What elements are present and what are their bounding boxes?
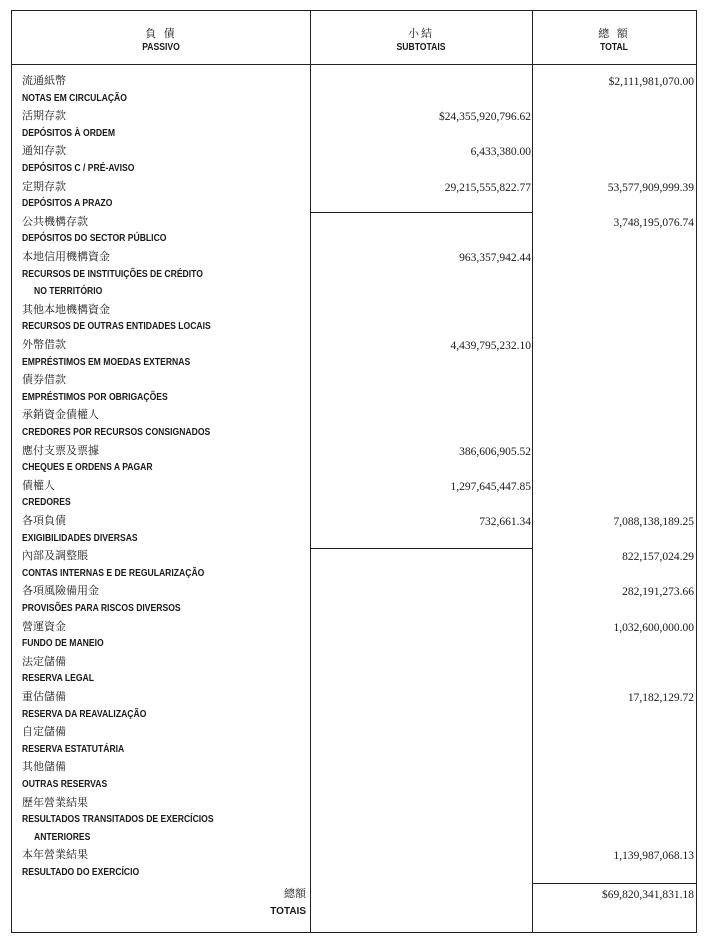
row-label-pt: EMPRÉSTIMOS POR OBRIGAÇÕES [22,392,168,403]
row-label-pt: RECURSOS DE OUTRAS ENTIDADES LOCAIS [22,321,211,332]
subtotal-group-rule-2 [310,548,532,549]
row-label-pt: DEPÓSITOS DO SECTOR PÚBLICO [22,233,167,244]
row-subtotal-value: 4,439,795,232.10 [450,340,531,352]
row-label-zh: 外幣借款 [22,338,66,351]
subtotal-group-rule-1 [310,212,532,213]
row-total-value: 1,139,987,068.13 [613,850,694,862]
row-label-zh: 債券借款 [22,373,66,386]
row-label-zh: 承銷資金債權人 [22,408,99,421]
row-label-pt: EMPRÉSTIMOS EM MOEDAS EXTERNAS [22,357,191,368]
row-label-zh: 各項風險備用金 [22,584,99,597]
header-total-zh: 總 額 [598,27,630,40]
totals-label-zh: 總額 [284,887,306,900]
row-label-pt: RESULTADOS TRANSITADOS DE EXERCÍCIOS [22,814,214,825]
header-rule [12,64,696,65]
row-label-zh: 其他本地機構資金 [22,303,110,316]
row-label-pt: CHEQUES E ORDENS A PAGAR [22,462,153,473]
row-label-pt: RESERVA LEGAL [22,673,94,684]
row-label-zh: 營運資金 [22,620,66,633]
header-subtotais-zh: 小結 [408,27,434,40]
balance-sheet-liabilities-table [11,10,697,933]
row-label-zh: 通知存款 [22,144,66,157]
row-subtotal-value: 963,357,942.44 [459,252,531,264]
row-subtotal-value: 386,606,905.52 [459,446,531,458]
row-label-zh: 內部及調整賬 [22,549,88,562]
row-label-zh: 歷年營業結果 [22,796,88,809]
row-label-zh: 本地信用機構資金 [22,250,110,263]
header-passivo-zh: 負 債 [145,27,177,40]
row-total-value: $2,111,981,070.00 [608,76,694,88]
row-label-pt: RESERVA ESTATUTÁRIA [22,744,125,755]
row-subtotal-value: 732,661.34 [479,516,531,528]
row-total-value: 282,191,273.66 [622,586,694,598]
row-label-pt: CONTAS INTERNAS E DE REGULARIZAÇÃO [22,568,205,579]
row-label-zh: 應付支票及票據 [22,444,99,457]
row-label-pt: OUTRAS RESERVAS [22,779,108,790]
row-label-pt: FUNDO DE MANEIO [22,638,104,649]
row-label-zh: 活期存款 [22,109,66,122]
header-passivo [12,27,310,55]
row-total-value: 7,088,138,189.25 [613,516,694,528]
row-label-pt: RECURSOS DE INSTITUIÇÕES DE CRÉDITO [22,269,203,280]
header-subtotais-pt: SUBTOTAIS [396,42,446,53]
header-passivo-pt: PASSIVO [142,42,180,53]
row-label-pt-continued: NO TERRITÓRIO [34,286,103,297]
grand-total-value: $69,820,341,831.18 [602,889,694,901]
row-subtotal-value: 29,215,555,822.77 [444,182,531,194]
header-subtotais [310,27,532,55]
row-total-value: 3,748,195,076.74 [613,217,694,229]
row-label-zh: 法定儲備 [22,655,66,668]
row-label-zh: 公共機構存款 [22,215,88,228]
row-label-pt: DEPÓSITOS C / PRÉ-AVISO [22,163,135,174]
row-label-zh: 流通紙幣 [22,74,66,87]
row-label-pt: CREDORES [22,497,71,508]
header-total-pt: TOTAL [600,42,628,53]
row-label-pt: NOTAS EM CIRCULAÇÃO [22,93,127,104]
row-label-zh: 重估儲備 [22,690,66,703]
row-label-pt: DEPÓSITOS A PRAZO [22,198,113,209]
row-total-value: 1,032,600,000.00 [613,622,694,634]
row-subtotal-value: 6,433,380.00 [470,146,531,158]
row-label-pt-continued: ANTERIORES [34,832,91,843]
row-label-pt: RESULTADO DO EXERCÍCIO [22,867,140,878]
row-label-zh: 定期存款 [22,180,66,193]
row-total-value: 822,157,024.29 [622,551,694,563]
row-subtotal-value: 1,297,645,447.85 [450,481,531,493]
row-label-pt: CREDORES POR RECURSOS CONSIGNADOS [22,427,211,438]
row-label-pt: PROVISÕES PARA RISCOS DIVERSOS [22,603,181,614]
row-subtotal-value: $24,355,920,796.62 [439,111,531,123]
row-label-zh: 自定儲備 [22,725,66,738]
column-divider-total [532,11,533,932]
row-label-pt: RESERVA DA REAVALIZAÇÃO [22,709,147,720]
row-label-zh: 本年營業結果 [22,848,88,861]
row-label-zh: 債權人 [22,479,55,492]
totals-label-pt: TOTAIS [270,906,306,917]
row-label-zh: 各項負債 [22,514,66,527]
row-label-pt: EXIGIBILIDADES DIVERSAS [22,533,138,544]
column-divider-subtotal [310,11,311,932]
row-label-zh: 其他儲備 [22,760,66,773]
row-label-pt: DEPÓSITOS À ORDEM [22,128,116,139]
grand-total-rule [532,883,696,884]
row-total-value: 17,182,129.72 [627,692,694,704]
header-total [532,27,696,55]
row-total-value: 53,577,909,999.39 [607,182,694,194]
